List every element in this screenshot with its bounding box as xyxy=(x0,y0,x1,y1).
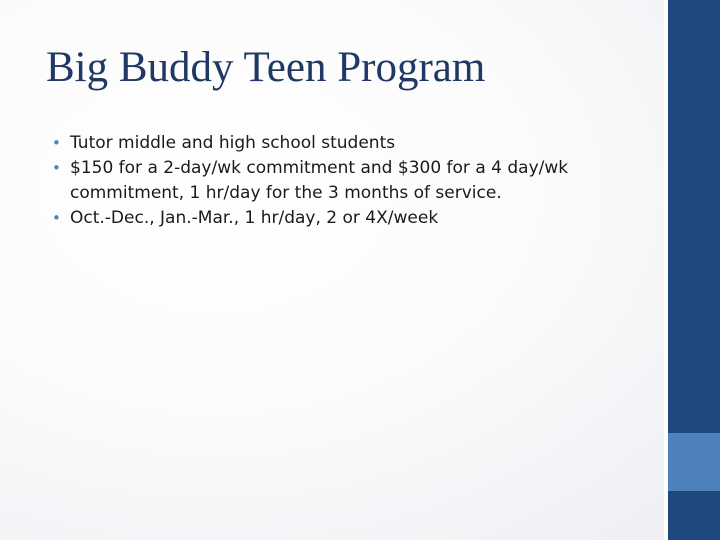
bullet-list xyxy=(52,131,652,231)
bullet-text: $150 for a 2-day/wk commitment and $300 for a 4 day/wk commitment, 1 hr/day for the 3 months of service. xyxy=(70,158,569,203)
right-band-accent xyxy=(668,433,720,491)
bullet-text: Tutor middle and high school students xyxy=(70,133,396,153)
bullet-icon: • xyxy=(52,209,61,227)
bullet-text: Oct.-Dec., Jan.-Mar., 1 hr/day, 2 or 4X/week xyxy=(70,208,439,228)
bullet-item xyxy=(52,206,652,231)
bullet-item xyxy=(52,156,652,206)
bullet-icon: • xyxy=(52,159,61,177)
slide-title: Big Buddy Teen Program xyxy=(46,44,486,91)
bullet-item xyxy=(52,131,652,156)
bullet-icon: • xyxy=(52,134,61,152)
